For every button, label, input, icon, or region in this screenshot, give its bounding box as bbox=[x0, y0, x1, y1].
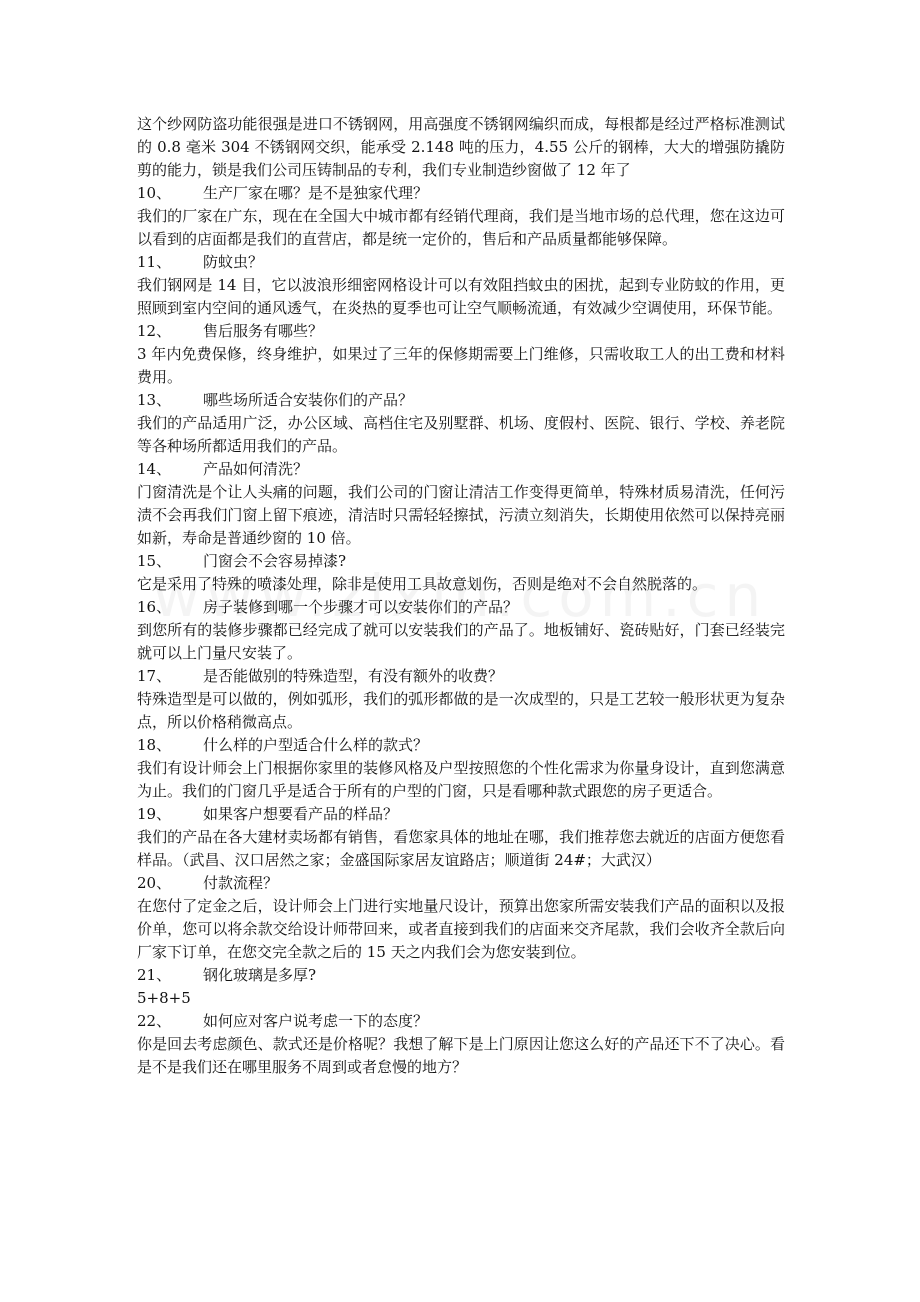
faq-answer: 我们的产品适用广泛，办公区域、高档住宅及别墅群、机场、度假村、医院、银行、学校、养老院等各种场所都适用我们的产品。 bbox=[137, 414, 785, 455]
faq-question bbox=[137, 596, 785, 619]
faq-question-text: 什么样的户型适合什么样的款式？ bbox=[203, 736, 429, 754]
faq-number: 13、 bbox=[137, 391, 172, 409]
faq-question-text: 如何应对客户说考虑一下的态度？ bbox=[203, 1012, 429, 1030]
faq-answer: 5+8+5 bbox=[137, 989, 191, 1007]
faq-question bbox=[137, 665, 785, 688]
faq-number: 14、 bbox=[137, 460, 172, 478]
faq-item bbox=[137, 458, 785, 550]
faq-number: 12、 bbox=[137, 322, 172, 340]
faq-question bbox=[137, 1010, 785, 1033]
faq-question bbox=[137, 964, 785, 987]
faq-item bbox=[137, 320, 785, 389]
faq-answer: 到您所有的装修步骤都已经完成了就可以安装我们的产品了。地板铺好、瓷砖贴好，门套已经装完就可以上门量尺安装了。 bbox=[137, 621, 785, 662]
faq-question-text: 防蚊虫？ bbox=[203, 253, 264, 271]
faq-question-text: 门窗会不会容易掉漆? bbox=[203, 552, 347, 570]
faq-answer: 我们的厂家在广东，现在在全国大中城市都有经销代理商，我们是当地市场的总代理，您在这边可以看到的店面都是我们的直营店，都是统一定价的，售后和产品质量都能够保障。 bbox=[137, 207, 785, 248]
faq-item bbox=[137, 665, 785, 734]
faq-question bbox=[137, 389, 785, 412]
faq-question-text: 是否能做别的特殊造型，有没有额外的收费？ bbox=[203, 667, 504, 685]
intro-paragraph: 这个纱网防盗功能很强是进口不锈钢网，用高强度不锈钢网编织而成，每根都是经过严格标准测试的 0.8 毫米 304 不锈钢网交织，能承受 2.148 吨的压力，4.55 公斤的钢棒，大大的增强防撬防剪的能力，锁是我们公司压铸制品的专利，我们专业制造纱窗做了 12 年了 bbox=[137, 115, 785, 179]
faq-answer: 它是采用了特殊的喷漆处理，除非是使用工具故意划伤，否则是绝对不会自然脱落的。 bbox=[137, 575, 708, 593]
faq-question bbox=[137, 550, 785, 573]
faq-item bbox=[137, 251, 785, 320]
faq-answer: 我们的产品在各大建材卖场都有销售，看您家具体的地址在哪，我们推荐您去就近的店面方便您看样品。（武昌、汉口居然之家；金盛国际家居友谊路店；顺道街 24#；大武汉） bbox=[137, 828, 785, 869]
faq-item bbox=[137, 734, 785, 803]
faq-item bbox=[137, 1010, 785, 1079]
faq-item bbox=[137, 550, 785, 596]
faq-question bbox=[137, 182, 785, 205]
faq-answer: 3 年内免费保修，终身维护，如果过了三年的保修期需要上门维修，只需收取工人的出工费和材料费用。 bbox=[137, 345, 785, 386]
faq-question-text: 如果客户想要看产品的样品？ bbox=[203, 805, 399, 823]
document-body bbox=[137, 113, 785, 1079]
faq-question-text: 付款流程？ bbox=[203, 874, 279, 892]
faq-question bbox=[137, 872, 785, 895]
faq-question-text: 钢化玻璃是多厚? bbox=[203, 966, 317, 984]
faq-number: 19、 bbox=[137, 805, 172, 823]
faq-question-text: 房子装修到哪一个步骤才可以安装你们的产品？ bbox=[203, 598, 519, 616]
faq-question bbox=[137, 320, 785, 343]
faq-answer: 在您付了定金之后，设计师会上门进行实地量尺设计，预算出您家所需安装我们产品的面积以及报价单，您可以将余款交给设计师带回来，或者直接到我们的店面来交齐尾款，我们会收齐全款后向厂家下订单，在您交完全款之后的 15 天之内我们会为您安装到位。 bbox=[137, 897, 785, 961]
faq-item bbox=[137, 803, 785, 872]
faq-item bbox=[137, 872, 785, 964]
faq-question bbox=[137, 251, 785, 274]
faq-question-text: 哪些场所适合安装你们的产品？ bbox=[203, 391, 414, 409]
faq-item bbox=[137, 182, 785, 251]
faq-item bbox=[137, 389, 785, 458]
faq-number: 18、 bbox=[137, 736, 172, 754]
faq-question-text: 生产厂家在哪？是不是独家代理？ bbox=[203, 184, 429, 202]
faq-number: 21、 bbox=[137, 966, 172, 984]
faq-answer: 特殊造型是可以做的，例如弧形，我们的弧形都做的是一次成型的，只是工艺较一般形状更为复杂点，所以价格稍微高点。 bbox=[137, 690, 785, 731]
faq-number: 11、 bbox=[137, 253, 172, 271]
faq-number: 20、 bbox=[137, 874, 172, 892]
faq-number: 16、 bbox=[137, 598, 172, 616]
faq-question-text: 售后服务有哪些？ bbox=[203, 322, 324, 340]
faq-answer: 门窗清洗是个让人头痛的问题，我们公司的门窗让清洁工作变得更简单，特殊材质易清洗，任何污渍不会再我们门窗上留下痕迹，清洁时只需轻轻擦拭，污渍立刻消失，长期使用依然可以保持亮丽如新，寿命是普通纱窗的 10 倍。 bbox=[137, 483, 785, 547]
faq-number: 15、 bbox=[137, 552, 172, 570]
faq-question bbox=[137, 734, 785, 757]
faq-answer: 我们钢网是 14 目，它以波浪形细密网格设计可以有效阻挡蚊虫的困扰，起到专业防蚊的作用，更照顾到室内空间的通风透气，在炎热的夏季也可让空气顺畅流通，有效减少空调使用，环保节能。 bbox=[137, 276, 785, 317]
faq-list bbox=[137, 182, 785, 1079]
faq-question bbox=[137, 458, 785, 481]
faq-question bbox=[137, 803, 785, 826]
faq-number: 17、 bbox=[137, 667, 172, 685]
faq-item bbox=[137, 964, 785, 1010]
faq-answer: 你是回去考虑颜色、款式还是价格呢？我想了解下是上门原因让您这么好的产品还下不了决心。看是不是我们还在哪里服务不周到或者怠慢的地方？ bbox=[137, 1035, 785, 1076]
faq-item bbox=[137, 596, 785, 665]
faq-question-text: 产品如何清洗？ bbox=[203, 460, 309, 478]
faq-answer: 我们有设计师会上门根据你家里的装修风格及户型按照您的个性化需求为你量身设计，直到您满意为止。我们的门窗几乎是适合于所有的户型的门窗，只是看哪种款式跟您的房子更适合。 bbox=[137, 759, 785, 800]
faq-number: 10、 bbox=[137, 184, 172, 202]
faq-number: 22、 bbox=[137, 1012, 172, 1030]
